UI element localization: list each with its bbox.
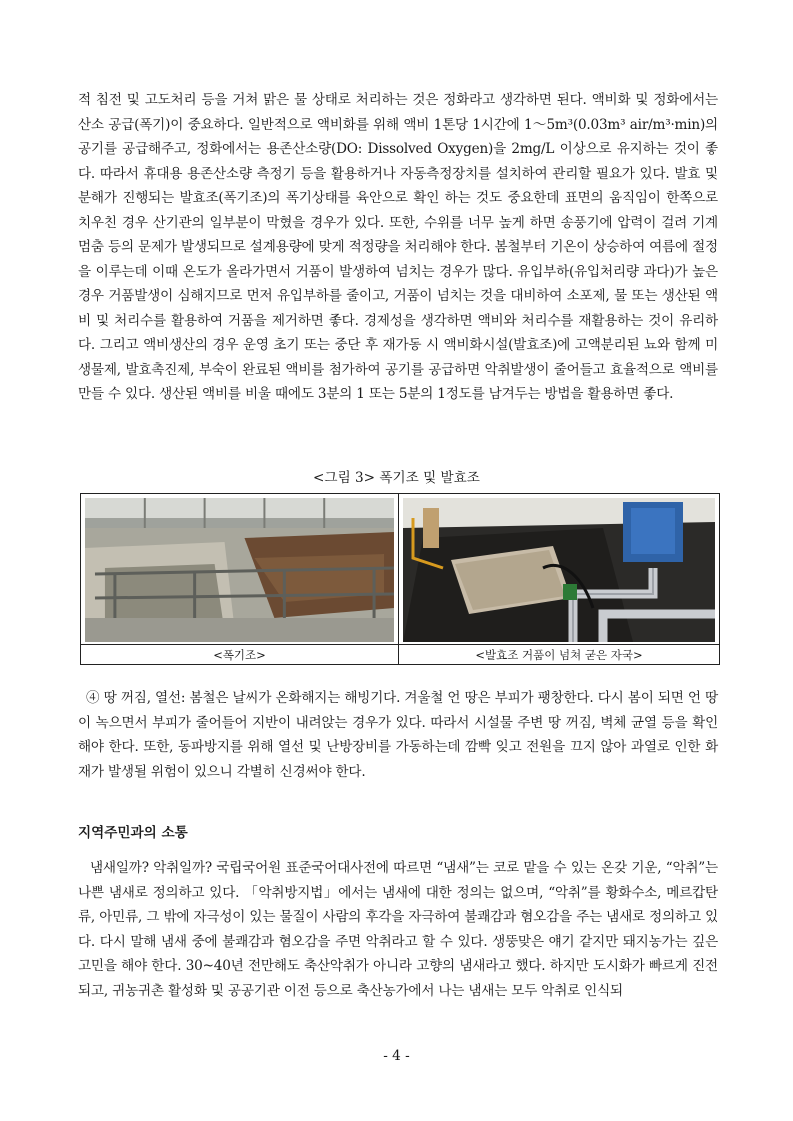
figure-table <box>80 493 720 665</box>
fermentation-tank-label: <발효조 거품이 넘쳐 굳은 자국> <box>399 644 719 665</box>
body-paragraph-aeration: 적 침전 및 고도처리 등을 거쳐 맑은 물 상태로 처리하는 것은 정화라고 생각하면 된다. 액비화 및 정화에서는 산소 공급(폭기)이 중요하다. 일반적으로 액비화를 위해 액비 1톤당 1시간에 1～5m³(0.03m³ air/m³·min)의 공기를 공급해주고, 정화에서는 용존산소량(DO: Dissolved Oxygen)을 2mg/L 이상으로 유지하는 것이 좋다. 따라서 휴대용 용존산소량 측정기 등을 활용하거나 자동측정장치를 설치하여 관리할 필요가 있다. 발효 및 분해가 진행되는 발효조(폭기조)의 폭기상태를 육안으로 확인 하는 것도 중요한데 표면의 움직임이 한쪽으로 치우친 경우 산기관의 일부분이 막혔을 경우가 있다. 또한, 수위를 너무 높게 하면 송풍기에 압력이 걸려 기계 멈춤 등의 문제가 발생되므로 설계용량에 맞게 적정량을 처리해야 한다. 봄철부터 기온이 상승하여 여름에 절정을 이루는데 이때 온도가 올라가면서 거품이 발생하여 넘치는 경우가 많다. 유입부하(유입처리량 과다)가 높은 경우 거품발생이 심해지므로 먼저 유입부하를 줄이고, 거품이 넘치는 것을 대비하여 소포제, 물 또는 생산된 액비 및 처리수를 활용하여 거품을 제거하면 좋다. 경제성을 생각하면 액비와 처리수를 재활용하는 것이 유리하다. 그리고 액비생산의 경우 운영 초기 또는 중단 후 재가동 시 액비화시설(발효조)에 고액분리된 뇨와 함께 미생물제, 발효촉진제, 부숙이 완료된 액비를 첨가하여 공기를 공급하면 악취발생이 줄어들고 효율적으로 액비를 만들 수 있다. 생산된 액비를 비울 때에도 3분의 1 또는 5분의 1정도를 남겨두는 방법을 활용하면 좋다. <box>78 92 718 402</box>
fermentation-tank-photo <box>403 498 715 642</box>
body-paragraph-odor: 냄새일까? 악취일까? 국립국어원 표준국어대사전에 따르면 “냄새”는 코로 맡을 수 있는 온갖 기운, “악취”는 나쁜 냄새로 정의하고 있다. 「악취방지법」에서는 냄새에 대한 정의는 없으며, “악취”를 황화수소, 메르캅탄류, 아민류, 그 밖에 자극성이 있는 물질이 사람의 후각을 자극하여 불쾌감과 혐오감을 주는 냄새로 정의하고 있다. 다시 말해 냄새 중에 불쾌감과 혐오감을 주면 악취라고 할 수 있다. 생뚱맞은 얘기 같지만 돼지농가는 깊은 고민을 해야 한다. 30~40년 전만해도 축산악취가 아니라 고향의 냄새라고 했다. 하지만 도시화가 빠르게 진전되고, 귀농귀촌 활성화 및 공공기관 이전 등으로 축산농가에서 나는 냄새는 모두 악취로 인식되 <box>78 860 718 999</box>
body-paragraph-ground-sinking: ④ 땅 꺼짐, 열선: 봄철은 날씨가 온화해지는 해빙기다. 겨울철 언 땅은 부피가 팽창한다. 다시 봄이 되면 언 땅이 녹으면서 부피가 줄어들어 지반이 내려앉는 경우가 있다. 따라서 시설물 주변 땅 꺼짐, 벽체 균열 등을 확인해야 한다. 또한, 동파방지를 위해 열선 및 난방장비를 가동하는데 깜빡 잊고 전원을 끄지 않아 과열로 인한 화재가 발생될 위험이 있으니 각별히 신경써야 한다. <box>78 690 718 780</box>
page-number: - 4 - <box>383 1048 410 1064</box>
section-heading: 지역주민과의 소통 <box>78 825 188 841</box>
figure-cell-fermentation-tank <box>399 494 719 664</box>
aeration-tank-photo <box>85 498 394 642</box>
aeration-tank-label: <폭기조> <box>81 644 398 665</box>
figure-caption: <그림 3> 폭기조 및 발효조 <box>313 470 480 486</box>
figure-cell-aeration-tank <box>81 494 399 664</box>
aeration-tank-image <box>85 498 394 642</box>
fermentation-tank-image <box>403 498 715 642</box>
